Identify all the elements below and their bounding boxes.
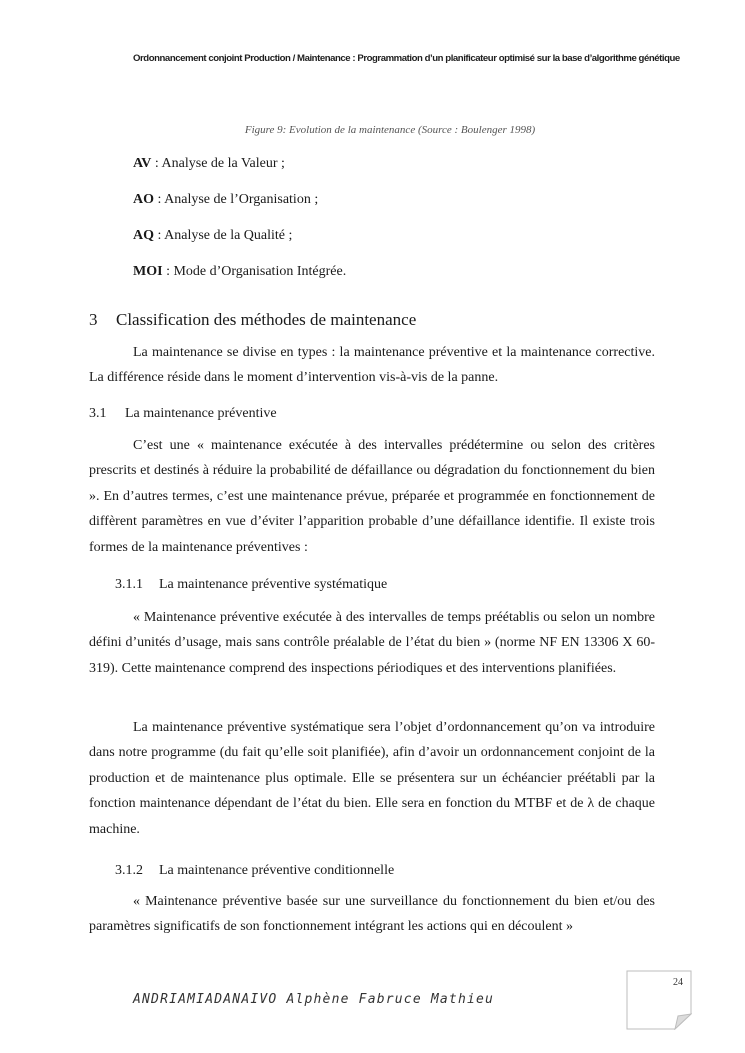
section-3-1-2-paragraph bbox=[89, 889, 655, 940]
section-number: 3.1.2 bbox=[115, 863, 143, 878]
paragraph-text: « Maintenance préventive exécutée à des intervalles de temps préétablis ou selon un nombre défini d’unités d’usage, mais sans contrôle préalable de l’état du bien » (norme NF EN 13306 X 60-319). Cette maintenance comprend des inspections périodiques et des interventions planifiées. bbox=[89, 610, 655, 676]
section-title: La maintenance préventive bbox=[125, 406, 277, 421]
section-number: 3 bbox=[89, 310, 98, 329]
section-number: 3.1 bbox=[89, 406, 107, 421]
section-3-intro bbox=[89, 340, 655, 391]
running-header: Ordonnancement conjoint Production / Maintenance : Programmation d’un planificateur optimisé sur la base d’algorithme génétique bbox=[133, 53, 680, 64]
abbreviation-definition: : Analyse de la Valeur ; bbox=[151, 156, 285, 171]
section-3-1-1-paragraph-2 bbox=[89, 715, 655, 842]
abbreviation-term: MOI bbox=[133, 264, 163, 279]
abbreviation-moi bbox=[133, 264, 346, 280]
section-number: 3.1.1 bbox=[115, 577, 143, 592]
section-3-heading bbox=[89, 310, 416, 330]
abbreviation-definition: : Analyse de la Qualité ; bbox=[154, 228, 293, 243]
paragraph-text: C’est une « maintenance exécutée à des intervalles prédétermine ou selon des critères prescrits et destinés à réduire la probabilité de défaillance ou dégradation du fonctionnement du bien ». En d’autres termes, c’est une maintenance prévue, préparée et programmée en fonctionnement de diffèrent paramètres en vue d’éviter l’apparition probable d’une défaillance identifie. Il existe trois formes de la maintenance préventives : bbox=[89, 438, 655, 555]
paragraph-text: La maintenance se divise en types : la maintenance préventive et la maintenance corrective. La différence réside dans le moment d’intervention vis-à-vis de la panne. bbox=[89, 345, 655, 386]
footer-author: ANDRIAMIADANAIVO Alphène Fabruce Mathieu bbox=[133, 992, 495, 1007]
section-3-1-paragraph bbox=[89, 433, 655, 560]
figure-caption: Figure 9: Evolution de la maintenance (Source : Boulenger 1998) bbox=[244, 124, 536, 136]
paragraph-text: La maintenance préventive systématique sera l’objet d’ordonnancement qu’on va introduire dans notre programme (du fait qu’elle soit planifiée), afin d’avoir un ordonnancement conjoint de la production et de maintenance plus optimale. Elle se présentera sur un échéancier préétabli par la fonction maintenance dépendant de l’état du bien. Elle sera en fonction du MTBF et de λ de chaque machine. bbox=[89, 720, 655, 837]
section-title: Classification des méthodes de maintenance bbox=[116, 310, 417, 329]
abbreviation-term: AO bbox=[133, 192, 154, 207]
abbreviation-definition: : Analyse de l’Organisation ; bbox=[154, 192, 319, 207]
abbreviation-aq bbox=[133, 228, 292, 244]
section-title: La maintenance préventive systématique bbox=[159, 577, 388, 592]
abbreviation-av bbox=[133, 156, 285, 172]
section-title: La maintenance préventive conditionnelle bbox=[159, 863, 395, 878]
abbreviation-term: AV bbox=[133, 156, 152, 171]
abbreviation-term: AQ bbox=[133, 228, 154, 243]
section-3-1-1-paragraph-1 bbox=[89, 605, 655, 681]
page-number: 24 bbox=[673, 977, 683, 988]
section-3-1-2-heading bbox=[115, 863, 394, 879]
section-3-1-1-heading bbox=[115, 577, 387, 593]
abbreviation-ao bbox=[133, 192, 318, 208]
paragraph-text: « Maintenance préventive basée sur une surveillance du fonctionnement du bien et/ou des paramètres significatifs de son fonctionnement intégrant les actions qui en découlent » bbox=[89, 894, 655, 935]
abbreviation-definition: : Mode d’Organisation Intégrée. bbox=[162, 264, 347, 279]
section-3-1-heading bbox=[89, 406, 277, 422]
